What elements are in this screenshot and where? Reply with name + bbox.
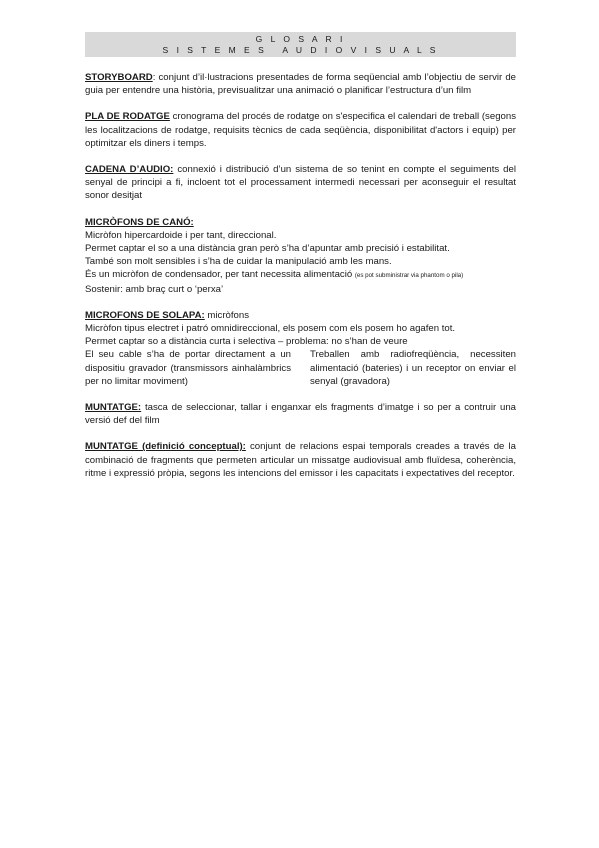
definition-cadena-audio: connexió i distribució d’un sistema de so tenint en compte el seguiments del senyal de principi a fi, incloent tot el processament intermedi necessari per aconseguir el resultat sonor desitjat	[85, 164, 516, 202]
cano-line-1: Micròfon hipercardoide i per tant, direccional.	[85, 229, 277, 241]
entry-muntatge	[85, 401, 516, 427]
term-pla-de-rodatge: PLA DE RODATGE	[85, 111, 170, 123]
cano-line-5: Sostenir: amb braç curt o ‘perxa’	[85, 283, 224, 295]
cano-line-3: També son molt sensibles i s’ha de cuidar la manipulació amb les mans.	[85, 256, 392, 268]
cano-line-4-main: És un micròfon de condensador, per tant necessita alimentació	[85, 269, 355, 281]
cano-line-4	[85, 268, 516, 282]
solapa-line-1: Micròfon tipus electret i patró omnidireccional, els posem com els posem ho agafen tot.	[85, 323, 456, 335]
solapa-col-left: El seu cable s’ha de portar directament a un dispositiu gravador (transmissors ainhalàmbrics per no limitar moviment)	[85, 349, 291, 387]
term-microfons-cano: MICRÒFONS DE CANÓ:	[85, 216, 194, 228]
solapa-line-2: Permet captar so a distància curta i selectiva – problema: no s’han de veure	[85, 336, 408, 348]
entry-microfons-solapa	[85, 309, 516, 388]
term-muntatge-conceptual: MUNTATGE (definició conceptual):	[85, 441, 246, 453]
term-microfons-solapa: MICROFONS DE SOLAPA:	[85, 309, 205, 321]
definition-muntatge-conceptual: conjunt de relacions espai temporals creades a través de la combinació de fragments que permeten articular un missatge audiovisual amb fluïdesa, coherència, ritme i expressió pròpia, segons les intencions del emissor i les capacitats i expectatives del receptor.	[85, 441, 516, 479]
solapa-heading	[85, 309, 516, 322]
glossary-header	[85, 32, 516, 57]
entry-microfons-cano	[85, 216, 516, 296]
term-suffix-solapa: micròfons	[204, 309, 249, 321]
entry-pla-de-rodatge	[85, 110, 516, 150]
cano-line-2: Permet captar el so a una distància gran però s’ha d’apuntar amb precisió i estabilitat.	[85, 243, 450, 255]
term-storyboard: STORYBOARD	[85, 72, 153, 83]
header-title: G L O S A R I	[255, 34, 346, 44]
term-cadena-audio: CADENA D’AUDIO:	[85, 164, 174, 176]
entry-cadena-audio	[85, 163, 516, 203]
header-subtitle: S I S T E M E S A U D I O V I S U A L S	[162, 45, 439, 55]
entry-muntatge-conceptual	[85, 440, 516, 480]
glossary-content	[85, 71, 516, 493]
definition-storyboard: : conjunt d’il·lustracions presentades de forma seqüencial amb l’objectiu de servir de guia per entendre una història, previsualitzar una animació o planificar l’estructura d’un film	[85, 72, 516, 97]
definition-pla-de-rodatge: cronograma del procés de rodatge on s'especifica el calendari de treball (segons les localitzacions de rodatge, requisits tècnics de cada seqüència, disponibilitat d'actors i equip) per optimitzar els diners i temps.	[85, 111, 516, 149]
solapa-col-right: Treballen amb radiofreqüència, necessiten alimentació (bateries) i un receptor on enviar el senyal (gravadora)	[310, 349, 516, 387]
solapa-two-columns	[85, 348, 516, 388]
definition-muntatge: tasca de seleccionar, tallar i enganxar els fragments d’imatge i so per a contruir una versió def del film	[85, 402, 516, 427]
entry-storyboard	[85, 71, 516, 97]
term-muntatge: MUNTATGE:	[85, 402, 142, 414]
cano-line-4-note: (es pot subministrar via phantom o pila)	[354, 272, 464, 280]
